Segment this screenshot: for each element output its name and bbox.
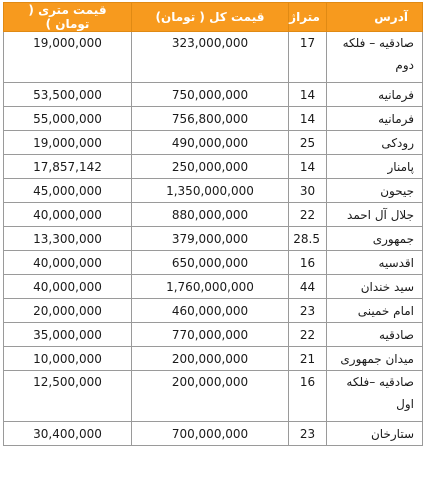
cell-unit-price: 40,000,000 (4, 251, 132, 275)
cell-unit-price: 17,857,142 (4, 155, 132, 179)
table-row (4, 83, 423, 107)
cell-address: صادقیه – فلکه دوم (327, 32, 423, 83)
cell-area: 14 (289, 155, 327, 179)
table-row (4, 155, 423, 179)
cell-address: صادقیه –فلکه اول (327, 371, 423, 422)
cell-area: 22 (289, 323, 327, 347)
table-row (4, 299, 423, 323)
cell-unit-price: 30,400,000 (4, 422, 132, 446)
cell-unit-price: 19,000,000 (4, 131, 132, 155)
table-header-row (4, 3, 423, 32)
cell-area: 23 (289, 422, 327, 446)
table-row (4, 203, 423, 227)
cell-address: سید خندان (327, 275, 423, 299)
cell-address: ستارخان (327, 422, 423, 446)
cell-unit-price: 19,000,000 (4, 32, 132, 83)
cell-address: جلال آل احمد (327, 203, 423, 227)
cell-area: 25 (289, 131, 327, 155)
cell-unit-price: 40,000,000 (4, 275, 132, 299)
cell-total-price: 880,000,000 (132, 203, 289, 227)
table-row (4, 32, 423, 83)
cell-total-price: 460,000,000 (132, 299, 289, 323)
cell-address: فرمانیه (327, 83, 423, 107)
cell-address: اقدسیه (327, 251, 423, 275)
cell-unit-price: 10,000,000 (4, 347, 132, 371)
table-row (4, 347, 423, 371)
table-row (4, 323, 423, 347)
cell-area: 17 (289, 32, 327, 83)
cell-area: 16 (289, 251, 327, 275)
cell-total-price: 1,350,000,000 (132, 179, 289, 203)
cell-total-price: 1,760,000,000 (132, 275, 289, 299)
cell-address: فرمانیه (327, 107, 423, 131)
cell-address: صادقیه (327, 323, 423, 347)
cell-unit-price: 20,000,000 (4, 299, 132, 323)
cell-address: جیحون (327, 179, 423, 203)
cell-total-price: 200,000,000 (132, 371, 289, 422)
cell-area: 44 (289, 275, 327, 299)
cell-unit-price: 55,000,000 (4, 107, 132, 131)
table-row (4, 179, 423, 203)
cell-total-price: 756,800,000 (132, 107, 289, 131)
price-table (3, 2, 423, 446)
cell-total-price: 323,000,000 (132, 32, 289, 83)
cell-unit-price: 45,000,000 (4, 179, 132, 203)
cell-address: امام خمینی (327, 299, 423, 323)
cell-address: جمهوری (327, 227, 423, 251)
cell-total-price: 700,000,000 (132, 422, 289, 446)
cell-unit-price: 13,300,000 (4, 227, 132, 251)
cell-total-price: 490,000,000 (132, 131, 289, 155)
cell-total-price: 250,000,000 (132, 155, 289, 179)
cell-unit-price: 40,000,000 (4, 203, 132, 227)
table-row (4, 107, 423, 131)
cell-area: 16 (289, 371, 327, 422)
cell-area: 28.5 (289, 227, 327, 251)
cell-area: 30 (289, 179, 327, 203)
cell-total-price: 770,000,000 (132, 323, 289, 347)
cell-total-price: 650,000,000 (132, 251, 289, 275)
table-row (4, 227, 423, 251)
table-row (4, 371, 423, 422)
cell-area: 14 (289, 107, 327, 131)
cell-address: میدان جمهوری (327, 347, 423, 371)
table-row (4, 251, 423, 275)
header-total-price: قیمت کل ( تومان) (132, 3, 289, 32)
header-address: آدرس (327, 3, 423, 32)
header-area: متراژ (289, 3, 327, 32)
cell-total-price: 750,000,000 (132, 83, 289, 107)
table-body (4, 32, 423, 446)
table-row (4, 275, 423, 299)
cell-unit-price: 12,500,000 (4, 371, 132, 422)
cell-total-price: 200,000,000 (132, 347, 289, 371)
cell-unit-price: 53,500,000 (4, 83, 132, 107)
cell-area: 22 (289, 203, 327, 227)
cell-area: 23 (289, 299, 327, 323)
cell-unit-price: 35,000,000 (4, 323, 132, 347)
header-unit-price: قیمت متری ( تومان ) (4, 3, 132, 32)
cell-address: پامنار (327, 155, 423, 179)
cell-address: رودکی (327, 131, 423, 155)
cell-area: 21 (289, 347, 327, 371)
table-row (4, 131, 423, 155)
table-row (4, 422, 423, 446)
cell-total-price: 379,000,000 (132, 227, 289, 251)
cell-area: 14 (289, 83, 327, 107)
